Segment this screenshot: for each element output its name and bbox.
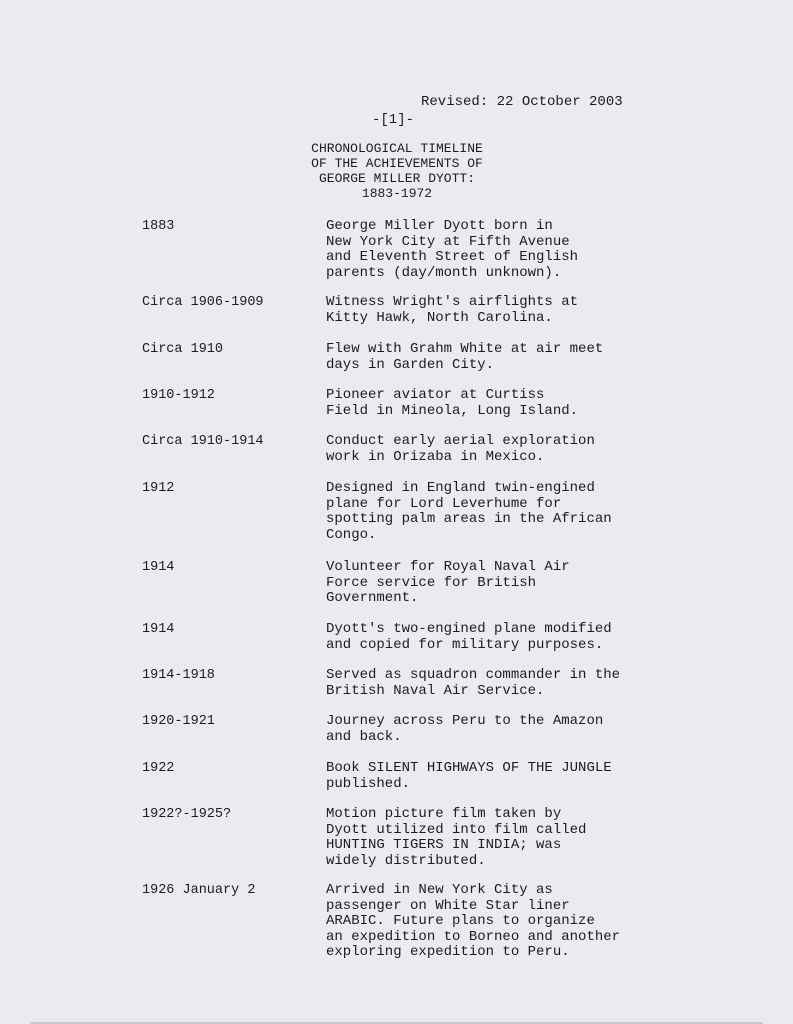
entry-description: Pioneer aviator at Curtiss Field in Mineola, Long Island. xyxy=(326,387,579,419)
entry-date: 1883 xyxy=(142,219,175,234)
revised-date: Revised: 22 October 2003 xyxy=(421,94,623,110)
entry-date: 1914 xyxy=(142,622,175,637)
page-number: -[1]- xyxy=(372,112,415,128)
entry-date: 1914-1918 xyxy=(142,668,215,683)
title-line: GEORGE MILLER DYOTT: xyxy=(318,171,476,186)
entry-date: 1912 xyxy=(142,481,175,496)
title-line: OF THE ACHIEVEMENTS OF xyxy=(311,156,483,171)
entry-description: Served as squadron commander in the British Naval Air Service. xyxy=(326,667,621,699)
entry-date: 1926 January 2 xyxy=(142,883,256,898)
entry-description: George Miller Dyott born in New York City at Fifth Avenue and Eleventh Street of English parents (day/month unknown). xyxy=(326,218,579,281)
entry-date: Circa 1906-1909 xyxy=(142,295,264,310)
entry-description: Designed in England twin-engined plane for Lord Leverhume for spotting palm areas in the African Congo. xyxy=(326,480,612,543)
entry-description: Volunteer for Royal Naval Air Force service for British Government. xyxy=(326,559,570,607)
title-line: 1883-1972 xyxy=(361,186,433,201)
entry-date: 1922?-1925? xyxy=(142,807,232,822)
entry-description: Flew with Grahm White at air meet days in Garden City. xyxy=(326,341,604,373)
entry-description: Conduct early aerial exploration work in Orizaba in Mexico. xyxy=(326,433,595,465)
entry-date: 1914 xyxy=(142,560,175,575)
entry-description: Dyott's two-engined plane modified and copied for military purposes. xyxy=(326,621,612,653)
entry-description: Book SILENT HIGHWAYS OF THE JUNGLE published. xyxy=(326,760,612,792)
entry-date: 1920-1921 xyxy=(142,714,215,729)
document-title xyxy=(262,141,532,201)
entry-description: Witness Wright's airflights at Kitty Hawk, North Carolina. xyxy=(326,294,579,326)
entry-date: Circa 1910-1914 xyxy=(142,434,264,449)
title-line: CHRONOLOGICAL TIMELINE xyxy=(311,141,483,156)
entry-date: 1910-1912 xyxy=(142,388,215,403)
entry-date: 1922 xyxy=(142,761,175,776)
entry-date: Circa 1910 xyxy=(142,342,224,357)
entry-description: Arrived in New York City as passenger on White Star liner ARABIC. Future plans to organize an expedition to Borneo and another exploring expedition to Peru. xyxy=(326,882,621,961)
entry-description: Motion picture film taken by Dyott utilized into film called HUNTING TIGERS IN INDIA; was widely distributed. xyxy=(326,806,587,869)
entry-description: Journey across Peru to the Amazon and back. xyxy=(326,713,604,745)
